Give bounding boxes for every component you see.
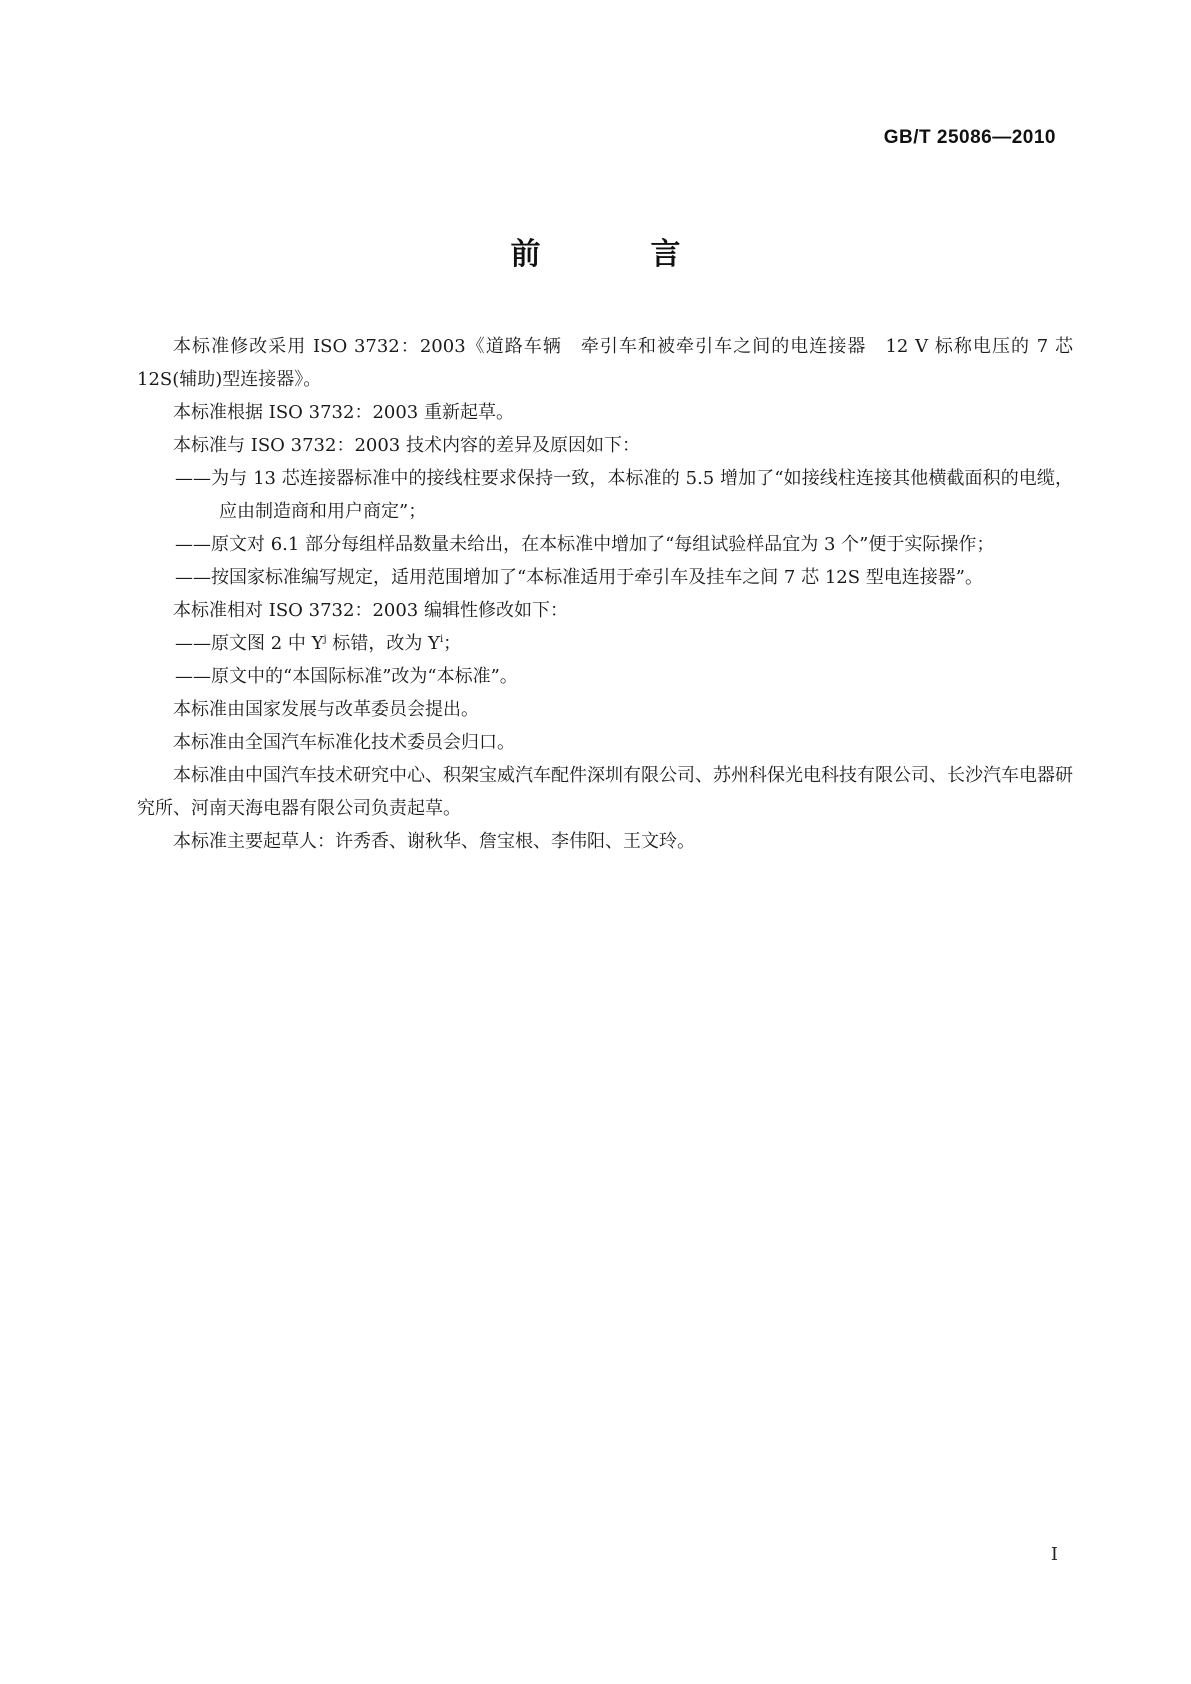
superscript-j: j	[323, 634, 327, 645]
list-item-figure-correction	[137, 627, 1073, 660]
paragraph-adoption: 本标准修改采用 ISO 3732：2003《道路车辆 牵引车和被牵引车之间的电连接器 12 V 标称电压的 7 芯 12S(辅助)型连接器》。	[137, 336, 1073, 390]
superscript-i: i	[439, 634, 444, 645]
paragraph-drafters: 本标准主要起草人：许秀香、谢秋华、詹宝根、李伟阳、王文玲。	[173, 831, 695, 852]
paragraph-centralized: 本标准由全国汽车标准化技术委员会归口。	[173, 732, 515, 753]
paragraph-proposer: 本标准由国家发展与改革委员会提出。	[173, 699, 479, 720]
standard-code: GB/T 25086—2010	[883, 127, 1056, 148]
list-item-scope: ——按国家标准编写规定，适用范围增加了“本标准适用于牵引车及挂车之间 7 芯 12S 型电连接器”。	[175, 567, 983, 588]
page-title: 前 言	[510, 237, 721, 272]
figure-correction-after: ；	[443, 633, 462, 654]
list-item-terminal-post: ——为与 13 芯连接器标准中的接线柱要求保持一致，本标准的 5.5 增加了“如接线柱连接其他横截面积的电缆，应由制造商和用户商定”；	[175, 468, 1073, 522]
paragraph-differences-intro: 本标准与 ISO 3732：2003 技术内容的差异及原因如下：	[173, 435, 640, 456]
list-item-wording-change: ——原文中的“本国际标准”改为“本标准”。	[175, 666, 518, 687]
list-item-sample-quantity: ——原文对 6.1 部分每组样品数量未给出，在本标准中增加了“每组试验样品宜为 3 个”便于实际操作；	[175, 534, 995, 555]
figure-correction-before: ——原文图 2 中 Y	[175, 633, 324, 654]
paragraph-editorial-intro: 本标准相对 ISO 3732：2003 编辑性修改如下：	[173, 600, 568, 621]
page-number: I	[1050, 1544, 1058, 1565]
foreword-body	[137, 330, 1073, 858]
figure-correction-middle: 标错，改为 Y	[326, 633, 440, 654]
paragraph-drafting-basis: 本标准根据 ISO 3732：2003 重新起草。	[173, 402, 514, 423]
paragraph-drafting-units: 本标准由中国汽车技术研究中心、积架宝威汽车配件深圳有限公司、苏州科保光电科技有限公司、长沙汽车电器研究所、河南天海电器有限公司负责起草。	[137, 765, 1073, 819]
